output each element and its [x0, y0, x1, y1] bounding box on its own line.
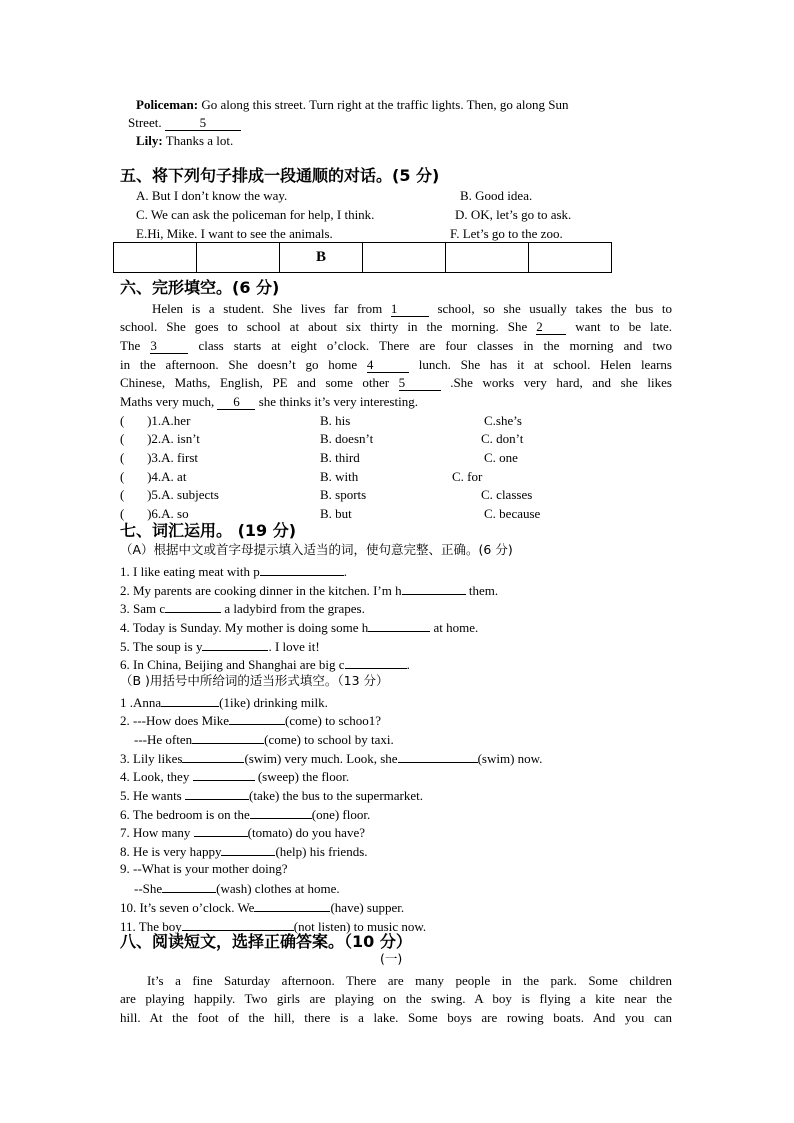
question-1-c: C.she’s [484, 413, 522, 428]
cloze-blank-5[interactable]: 5 [399, 376, 441, 391]
question-6[interactable]: ( )6.A. so [120, 506, 189, 521]
cloze-line-2: school. She goes to school at about six thirty in the morning. She 2 want to be late. [120, 319, 673, 334]
vocab-b-5-blank[interactable] [185, 785, 249, 800]
vocab-b-3-blank-1[interactable] [182, 748, 244, 763]
dialog-line-2: Street. 5 [128, 114, 241, 132]
vocab-b-4: 4. Look, they (sweep) the floor. [120, 766, 349, 786]
option-a: A. But I don’t know the way. [136, 188, 288, 203]
question-2-c: C. don’t [481, 431, 524, 446]
question-6-c: C. because [484, 506, 541, 521]
question-4-c: C. for [452, 469, 483, 484]
speaker-lily: Lily: [136, 133, 163, 148]
answer-cell-1[interactable] [114, 243, 197, 273]
speaker-policeman: Policeman: [136, 97, 199, 112]
question-5[interactable]: ( )5.A. subjects [120, 487, 219, 502]
vocab-a-2: 2. My parents are cooking dinner in the kitchen. I’m h them. [120, 580, 498, 600]
question-5-b: B. sports [320, 487, 367, 502]
cloze-line-3: The 3 class starts at eight o’clock. There are four classes in the morning and two [120, 338, 673, 353]
vocab-b-9-reply: --She (wash) clothes at home. [134, 878, 340, 898]
answer-cell-2[interactable] [197, 243, 280, 273]
option-f: F. Let’s go to the zoo. [450, 226, 563, 241]
option-d: D. OK, let’s go to ask. [455, 207, 572, 222]
option-e: E.Hi, Mike. I want to see the animals. [136, 226, 333, 241]
vocab-a-4-blank[interactable] [368, 617, 430, 632]
vocab-b-1-blank[interactable] [161, 692, 219, 707]
vocab-b-6: 6. The bedroom is on the (one) floor. [120, 804, 370, 824]
cloze-line-5: Chinese, Maths, English, PE and some other 5 .She works very hard, and she likes [120, 375, 672, 390]
cloze-blank-6[interactable]: 6 [217, 395, 255, 410]
vocab-b-10-blank[interactable] [254, 897, 330, 912]
question-3-c: C. one [484, 450, 518, 465]
cloze-line-4: in the afternoon. She doesn’t go home 4 lunch. She has it at school. Helen learns [120, 357, 672, 372]
vocab-b-9: 9. --What is your mother doing? [120, 861, 288, 876]
vocab-b-6-blank[interactable] [250, 804, 312, 819]
part-b-instruction: （B )用括号中所给词的适当形式填空。（13 分） [120, 673, 389, 688]
vocab-a-5: 5. The soup is y . I love it! [120, 636, 320, 656]
section-8-title: 八、阅读短文，选择正确答案。（10 分） [120, 932, 412, 951]
vocab-b-2-reply-blank[interactable] [192, 729, 264, 744]
vocab-b-5: 5. He wants (take) the bus to the supermarket. [120, 785, 423, 805]
option-c: C. We can ask the policeman for help, I think. [136, 207, 375, 222]
vocab-a-3: 3. Sam c a ladybird from the grapes. [120, 598, 365, 618]
vocab-a-6-blank[interactable] [345, 654, 407, 669]
question-1-b: B. his [320, 413, 351, 428]
question-2[interactable]: ( )2.A. isn’t [120, 431, 200, 446]
vocab-b-10: 10. It’s seven o’clock. We (have) supper. [120, 897, 404, 917]
vocab-b-3-blank-2[interactable] [398, 748, 478, 763]
vocab-b-8-blank[interactable] [221, 841, 275, 856]
question-4-b: B. with [320, 469, 359, 484]
vocab-b-7: 7. How many (tomato) do you have? [120, 822, 365, 842]
vocab-a-4: 4. Today is Sunday. My mother is doing some h at home. [120, 617, 478, 637]
vocab-b-9-blank[interactable] [162, 878, 216, 893]
question-5-c: C. classes [481, 487, 533, 502]
section-6-title: 六、完形填空。(6 分) [120, 278, 280, 297]
dialog-line-1: Policeman: Go along this street. Turn right at the traffic lights. Then, go along Sun [136, 97, 569, 112]
question-3[interactable]: ( )3.A. first [120, 450, 198, 465]
answer-cell-3[interactable]: B [280, 243, 363, 273]
cloze-line-6: Maths very much, 6 she thinks it’s very interesting. [120, 394, 418, 409]
vocab-b-8: 8. He is very happy (help) his friends. [120, 841, 368, 861]
vocab-b-2: 2. ---How does Mike (come) to schoo1? [120, 710, 381, 730]
vocab-a-1: 1. I like eating meat with p . [120, 561, 347, 581]
cloze-blank-3[interactable]: 3 [150, 339, 188, 354]
vocab-b-2-reply: ---He often (come) to school by taxi. [134, 729, 394, 749]
answer-order-table [113, 242, 612, 273]
passage-number: (一) [380, 951, 403, 966]
option-b: B. Good idea. [460, 188, 533, 203]
reading-line-1: It’s a fine Saturday afternoon. There are many people in the park. Some children [147, 973, 672, 988]
answer-cell-6[interactable] [529, 243, 612, 273]
reading-line-2: are playing happily. Two girls are playing on the swing. A boy is flying a kite near the [120, 991, 672, 1006]
vocab-a-2-blank[interactable] [402, 580, 466, 595]
vocab-a-3-blank[interactable] [165, 598, 221, 613]
cloze-blank-4[interactable]: 4 [367, 358, 409, 373]
section-7-title: 七、词汇运用。 (19 分) [120, 521, 297, 540]
cloze-line-1: Helen is a student. She lives far from 1 school, so she usually takes the bus to [152, 301, 673, 316]
reading-line-3: hill. At the foot of the hill, there is a lake. Some boys are rowing boats. And you can [120, 1010, 672, 1025]
cloze-blank-1[interactable]: 1 [391, 302, 429, 317]
section-5-title: 五、将下列句子排成一段通顺的对话。(5 分) [120, 166, 440, 185]
vocab-a-6: 6. In China, Beijing and Shanghai are big c . [120, 654, 410, 674]
part-a-instruction: （A）根据中文或首字母提示填入适当的词，使句意完整、正确。(6 分) [120, 542, 513, 557]
dialog-line-3: Lily: Thanks a lot. [136, 133, 234, 148]
answer-cell-4[interactable] [363, 243, 446, 273]
vocab-b-4-blank[interactable] [193, 766, 255, 781]
question-4[interactable]: ( )4.A. at [120, 469, 187, 484]
question-2-b: B. doesn’t [320, 431, 374, 446]
question-6-b: B. but [320, 506, 352, 521]
blank-5[interactable]: 5 [165, 116, 241, 131]
vocab-b-1: 1 .Anna (1ike) drinking milk. [120, 692, 328, 712]
vocab-a-1-blank[interactable] [260, 561, 344, 576]
vocab-b-3: 3. Lily likes (swim) very much. Look, she (swim) now. [120, 748, 542, 768]
question-3-b: B. third [320, 450, 360, 465]
answer-cell-5[interactable] [446, 243, 529, 273]
vocab-b-2-blank[interactable] [229, 710, 285, 725]
vocab-b-7-blank[interactable] [194, 822, 248, 837]
cloze-blank-2[interactable]: 2 [536, 320, 566, 335]
vocab-b-11: 11. The boy (not listen) to music now. [120, 916, 426, 936]
vocab-b-11-blank[interactable] [182, 916, 294, 931]
vocab-a-5-blank[interactable] [202, 636, 268, 651]
question-1[interactable]: ( )1.A.her [120, 413, 191, 428]
